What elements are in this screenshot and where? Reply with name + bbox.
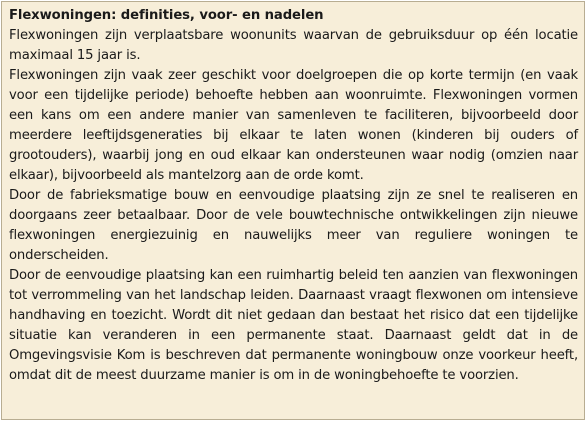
info-box [1,1,585,420]
box-title: Flexwoningen: definities, voor- en nadelen [9,8,324,23]
paragraph-advantages-target-groups: Flexwoningen zijn vaak zeer geschikt voor doelgroepen die op korte termijn (en vaak voor een tijdelijke periode) behoefte hebben aan woonruimte. Flexwoningen vormen een kans om een andere manier van samenleven te faciliteren, bijvoorbeeld door meerdere leeftijdsgeneraties bij elkaar te laten wonen (kinderen bij ouders of grootouders), waarbij jong en oud elkaar kan ondersteunen waar nodig (omzien naar elkaar), bijvoorbeeld als mantelzorg aan de orde komt. [9,68,578,183]
paragraph-definition: Flexwoningen zijn verplaatsbare woonunits waarvan de gebruiksduur op één locatie maximaal 15 jaar is. [9,28,578,63]
paragraph-disadvantages: Door de eenvoudige plaatsing kan een ruimhartig beleid ten aanzien van flexwoningen tot verrommeling van het landschap leiden. Daarnaast vraagt flexwonen om intensieve handhaving en toezicht. Wordt dit niet gedaan dan bestaat het risico dat een tijdelijke situatie kan veranderen in een permanente staat. Daarnaast geldt dat in de Omgevingsvisie Kom is beschreven dat permanente woningbouw onze voorkeur heeft, omdat dit de meest duurzame manier is om in de woningbehoefte te voorzien. [9,268,578,383]
paragraph-advantages-construction: Door de fabrieksmatige bouw en eenvoudige plaatsing zijn ze snel te realiseren en doorgaans zeer betaalbaar. Door de vele bouwtechnische ontwikkelingen zijn nieuwe flexwoningen energiezuinig en nauwelijks meer van reguliere woningen te onderscheiden. [9,188,578,263]
